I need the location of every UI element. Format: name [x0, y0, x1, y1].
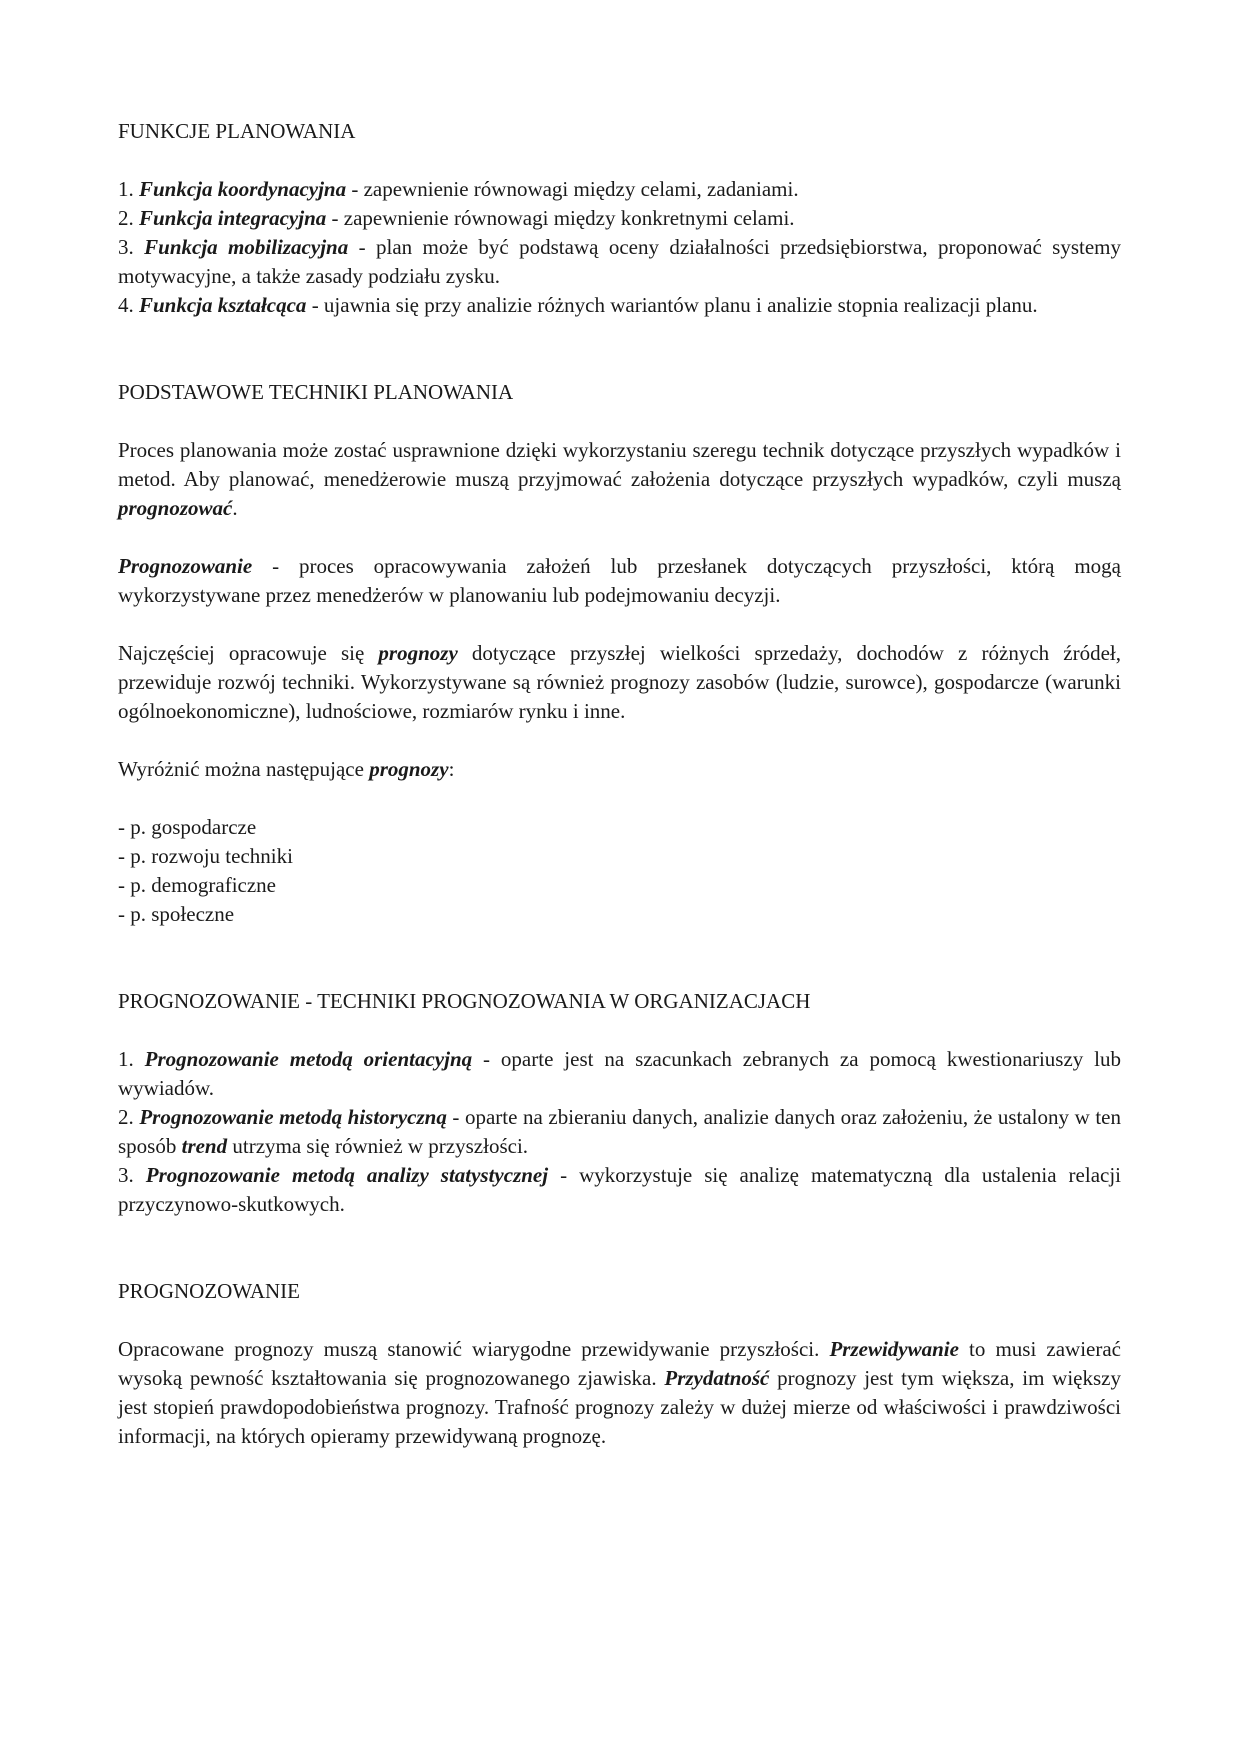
item-text: - oparte jest na szacunkach zebranych za pomocą kwestionariuszy lub wywiadów.: [118, 1047, 1122, 1100]
item-text: - plan może być podstawą oceny działalności przedsiębiorstwa, proponować systemy motywacyjne, a także zasady podziału zysku.: [118, 235, 1121, 288]
emphasized-term: prognozować: [118, 496, 233, 520]
paragraph-text: .: [232, 496, 238, 520]
paragraph-opracowane-prognozy: [118, 1335, 1121, 1451]
list-item-funkcja-integracyjna: [118, 204, 1121, 233]
list-item-metoda-statystyczna: [118, 1161, 1121, 1219]
item-number: 2.: [118, 1105, 134, 1129]
list-item-funkcja-ksztalcaca: [118, 291, 1121, 320]
item-term: Prognozowanie metodą historyczną: [139, 1105, 447, 1129]
paragraph-text: Najczęściej opracowuje się: [118, 641, 379, 665]
prognozy-list: [118, 813, 1121, 929]
list-item: - p. rozwoju techniki: [118, 844, 293, 868]
list-item-funkcja-mobilizacyjna: [118, 233, 1121, 291]
section-heading-funkcje-planowania: FUNKCJE PLANOWANIA: [118, 119, 356, 143]
item-text: - wykorzystuje się analizę matematyczną dla ustalenia relacji przyczynowo-skutkowych.: [118, 1163, 1122, 1216]
item-term: Prognozowanie metodą analizy statystycznej: [145, 1163, 549, 1187]
section-heading-techniki-prognozowania: PROGNOZOWANIE - TECHNIKI PROGNOZOWANIA W ORGANIZACJACH: [118, 989, 811, 1013]
item-term: Funkcja mobilizacyjna: [144, 235, 349, 259]
item-text: - oparte na zbieraniu danych, analizie danych oraz założeniu, że ustalony w ten sposób: [118, 1105, 1121, 1158]
item-text: - ujawnia się przy analizie różnych wariantów planu i analizie stopnia realizacji planu.: [306, 293, 1038, 317]
list-item: - p. społeczne: [118, 902, 235, 926]
paragraph-text: to musi zawierać wysoką pewność kształtowania się prognozowanego zjawiska.: [118, 1337, 1121, 1390]
paragraph-text: Opracowane prognozy muszą stanowić wiarygodne przewidywanie przyszłości.: [118, 1337, 830, 1361]
paragraph-najczesciej: [118, 639, 1121, 726]
item-term: Funkcja integracyjna: [139, 206, 327, 230]
emphasized-term: Przewidywanie: [829, 1337, 959, 1361]
item-text: - zapewnienie równowagi między konkretnymi celami.: [326, 206, 795, 230]
emphasized-term: Przydatność: [664, 1366, 770, 1390]
paragraph-text: :: [448, 757, 455, 781]
paragraph-text: Proces planowania może zostać usprawnione dzięki wykorzystaniu szeregu technik dotyczące przyszłych wypadków i metod. Aby planować, menedżerowie muszą przyjmować założenia dotyczące przyszłych wypadków, czyli muszą: [118, 438, 1121, 491]
paragraph-text: dotyczące przyszłej wielkości sprzedaży, dochodów z różnych źródeł, przewiduje rozwój techniki. Wykorzystywane są również prognozy zasobów (ludzie, surowce), gospodarcze (warunki ogólnoekonomiczne), ludnościowe, rozmiarów rynku i inne.: [118, 641, 1121, 723]
list-item-funkcja-koordynacyjna: [118, 175, 1121, 204]
item-number: 4.: [118, 293, 134, 317]
paragraph-text: - proces opracowywania założeń lub przesłanek dotyczących przyszłości, którą mogą wykorzystywane przez menedżerów w planowaniu lub podejmowaniu decyzji.: [118, 554, 1121, 607]
emphasized-term: prognozy: [369, 757, 449, 781]
item-number: 1.: [118, 177, 134, 201]
paragraph-wyroznic: [118, 755, 1121, 784]
item-number: 2.: [118, 206, 134, 230]
item-number: 3.: [118, 235, 134, 259]
item-text: utrzyma się również w przyszłości.: [227, 1134, 529, 1158]
paragraph-proces-planowania: [118, 436, 1121, 523]
section-heading-prognozowanie: PROGNOZOWANIE: [118, 1279, 300, 1303]
list-item: - p. demograficzne: [118, 873, 277, 897]
paragraph-text: prognozy jest tym większa, im większy jest stopień prawdopodobieństwa prognozy. Trafność prognozy zależy w dużej mierze od właściwości i prawdziwości informacji, na których opieramy przewidywaną prognozę.: [118, 1366, 1121, 1448]
item-number: 1.: [118, 1047, 134, 1071]
list-item-metoda-historyczna: [118, 1103, 1121, 1161]
emphasized-term: Prognozowanie: [118, 554, 253, 578]
item-number: 3.: [118, 1163, 134, 1187]
paragraph-text: Wyróżnić można następujące: [118, 757, 370, 781]
list-item: - p. gospodarcze: [118, 815, 257, 839]
emphasized-term: trend: [181, 1134, 228, 1158]
item-term: Funkcja kształcąca: [139, 293, 307, 317]
item-text: - zapewnienie równowagi między celami, zadaniami.: [346, 177, 799, 201]
paragraph-prognozowanie-definition: [118, 552, 1121, 610]
document-page: [118, 117, 1121, 1451]
item-term: Funkcja koordynacyjna: [139, 177, 347, 201]
item-term: Prognozowanie metodą orientacyjną: [144, 1047, 473, 1071]
emphasized-term: prognozy: [378, 641, 458, 665]
section-heading-techniki-planowania: PODSTAWOWE TECHNIKI PLANOWANIA: [118, 380, 514, 404]
list-item-metoda-orientacyjna: [118, 1045, 1121, 1103]
